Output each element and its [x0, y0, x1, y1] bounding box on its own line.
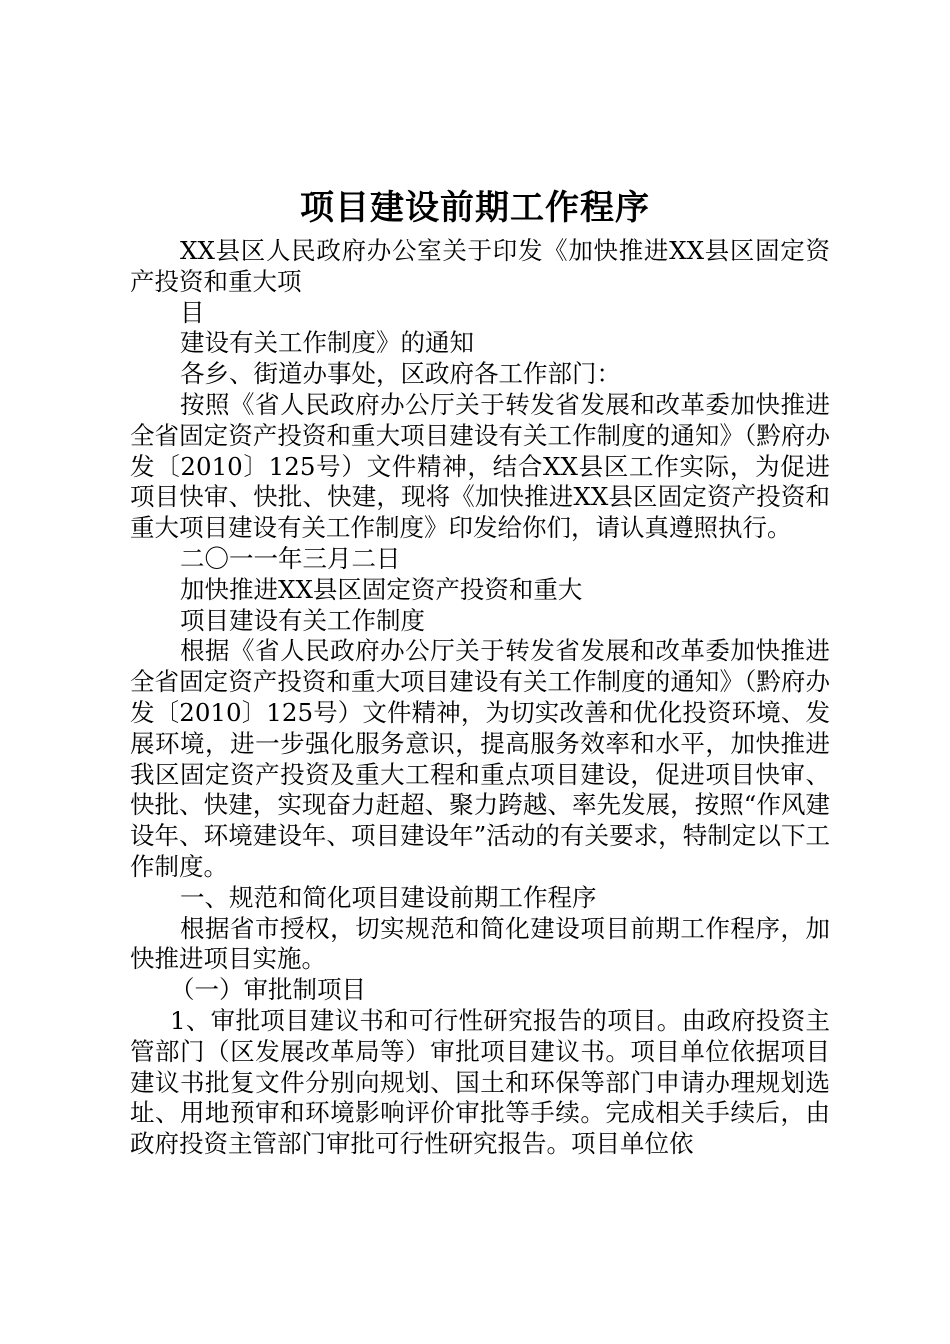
paragraph-addressee: 各乡、街道办事处，区政府各工作部门：: [180, 359, 621, 389]
paragraph-notice-heading: XX县区人民政府办公室关于印发《加快推进XX县区固定资产投资和重大项: [130, 236, 830, 296]
paragraph-section-one-intro: 根据省市授权，切实规范和简化建设项目前期工作程序，加快推进项目实施。: [130, 913, 830, 974]
paragraph-item-one: 1、审批项目建议书和可行性研究报告的项目。由政府投资主管部门（区发展改革局等）审批项目建议书。项目单位依据项目建议书批复文件分别向规划、国土和环保等部门申请办理规划选址、用地预审和环境影响评价审批等手续。完成相关手续后，由政府投资主管部门审批可行性研究报告。项目单位依: [130, 1005, 830, 1159]
paragraph-subsection-heading: （一）审批制项目: [170, 975, 366, 1005]
paragraph-section-one-heading: 一、规范和简化项目建设前期工作程序: [180, 882, 597, 912]
paragraph-notice-heading-cont: 目: [180, 297, 205, 327]
paragraph-notice-heading-end: 建设有关工作制度》的通知: [180, 328, 474, 358]
paragraph-system-title-cont: 项目建设有关工作制度: [180, 605, 425, 635]
paragraph-notice-body: 按照《省人民政府办公厅关于转发省发展和改革委加快推进全省固定资产投资和重大项目建设有关工作制度的通知》（黔府办发〔2010〕125号）文件精神，结合XX县区工作实际，为促进项目快审、快批、快建，现将《加快推进XX县区固定资产投资和重大项目建设有关工作制度》印发给你们，请认真遵照执行。: [130, 389, 830, 543]
paragraph-date: 二〇一一年三月二日: [180, 543, 401, 573]
paragraph-system-basis: 根据《省人民政府办公厅关于转发省发展和改革委加快推进全省固定资产投资和重大项目建设有关工作制度的通知》（黔府办发〔2010〕125号）文件精神，为切实改善和优化投资环境、发展环境，进一步强化服务意识，提高服务效率和水平，加快推进我区固定资产投资及重大工程和重点项目建设，促进项目快审、快批、快建，实现奋力赶超、聚力跨越、率先发展，按照“作风建设年、环境建设年、项目建设年”活动的有关要求，特制定以下工作制度。: [130, 636, 830, 881]
paragraph-system-title: 加快推进XX县区固定资产投资和重大: [180, 574, 583, 604]
document-title: 项目建设前期工作程序: [300, 188, 650, 228]
document-body: [130, 236, 830, 1160]
